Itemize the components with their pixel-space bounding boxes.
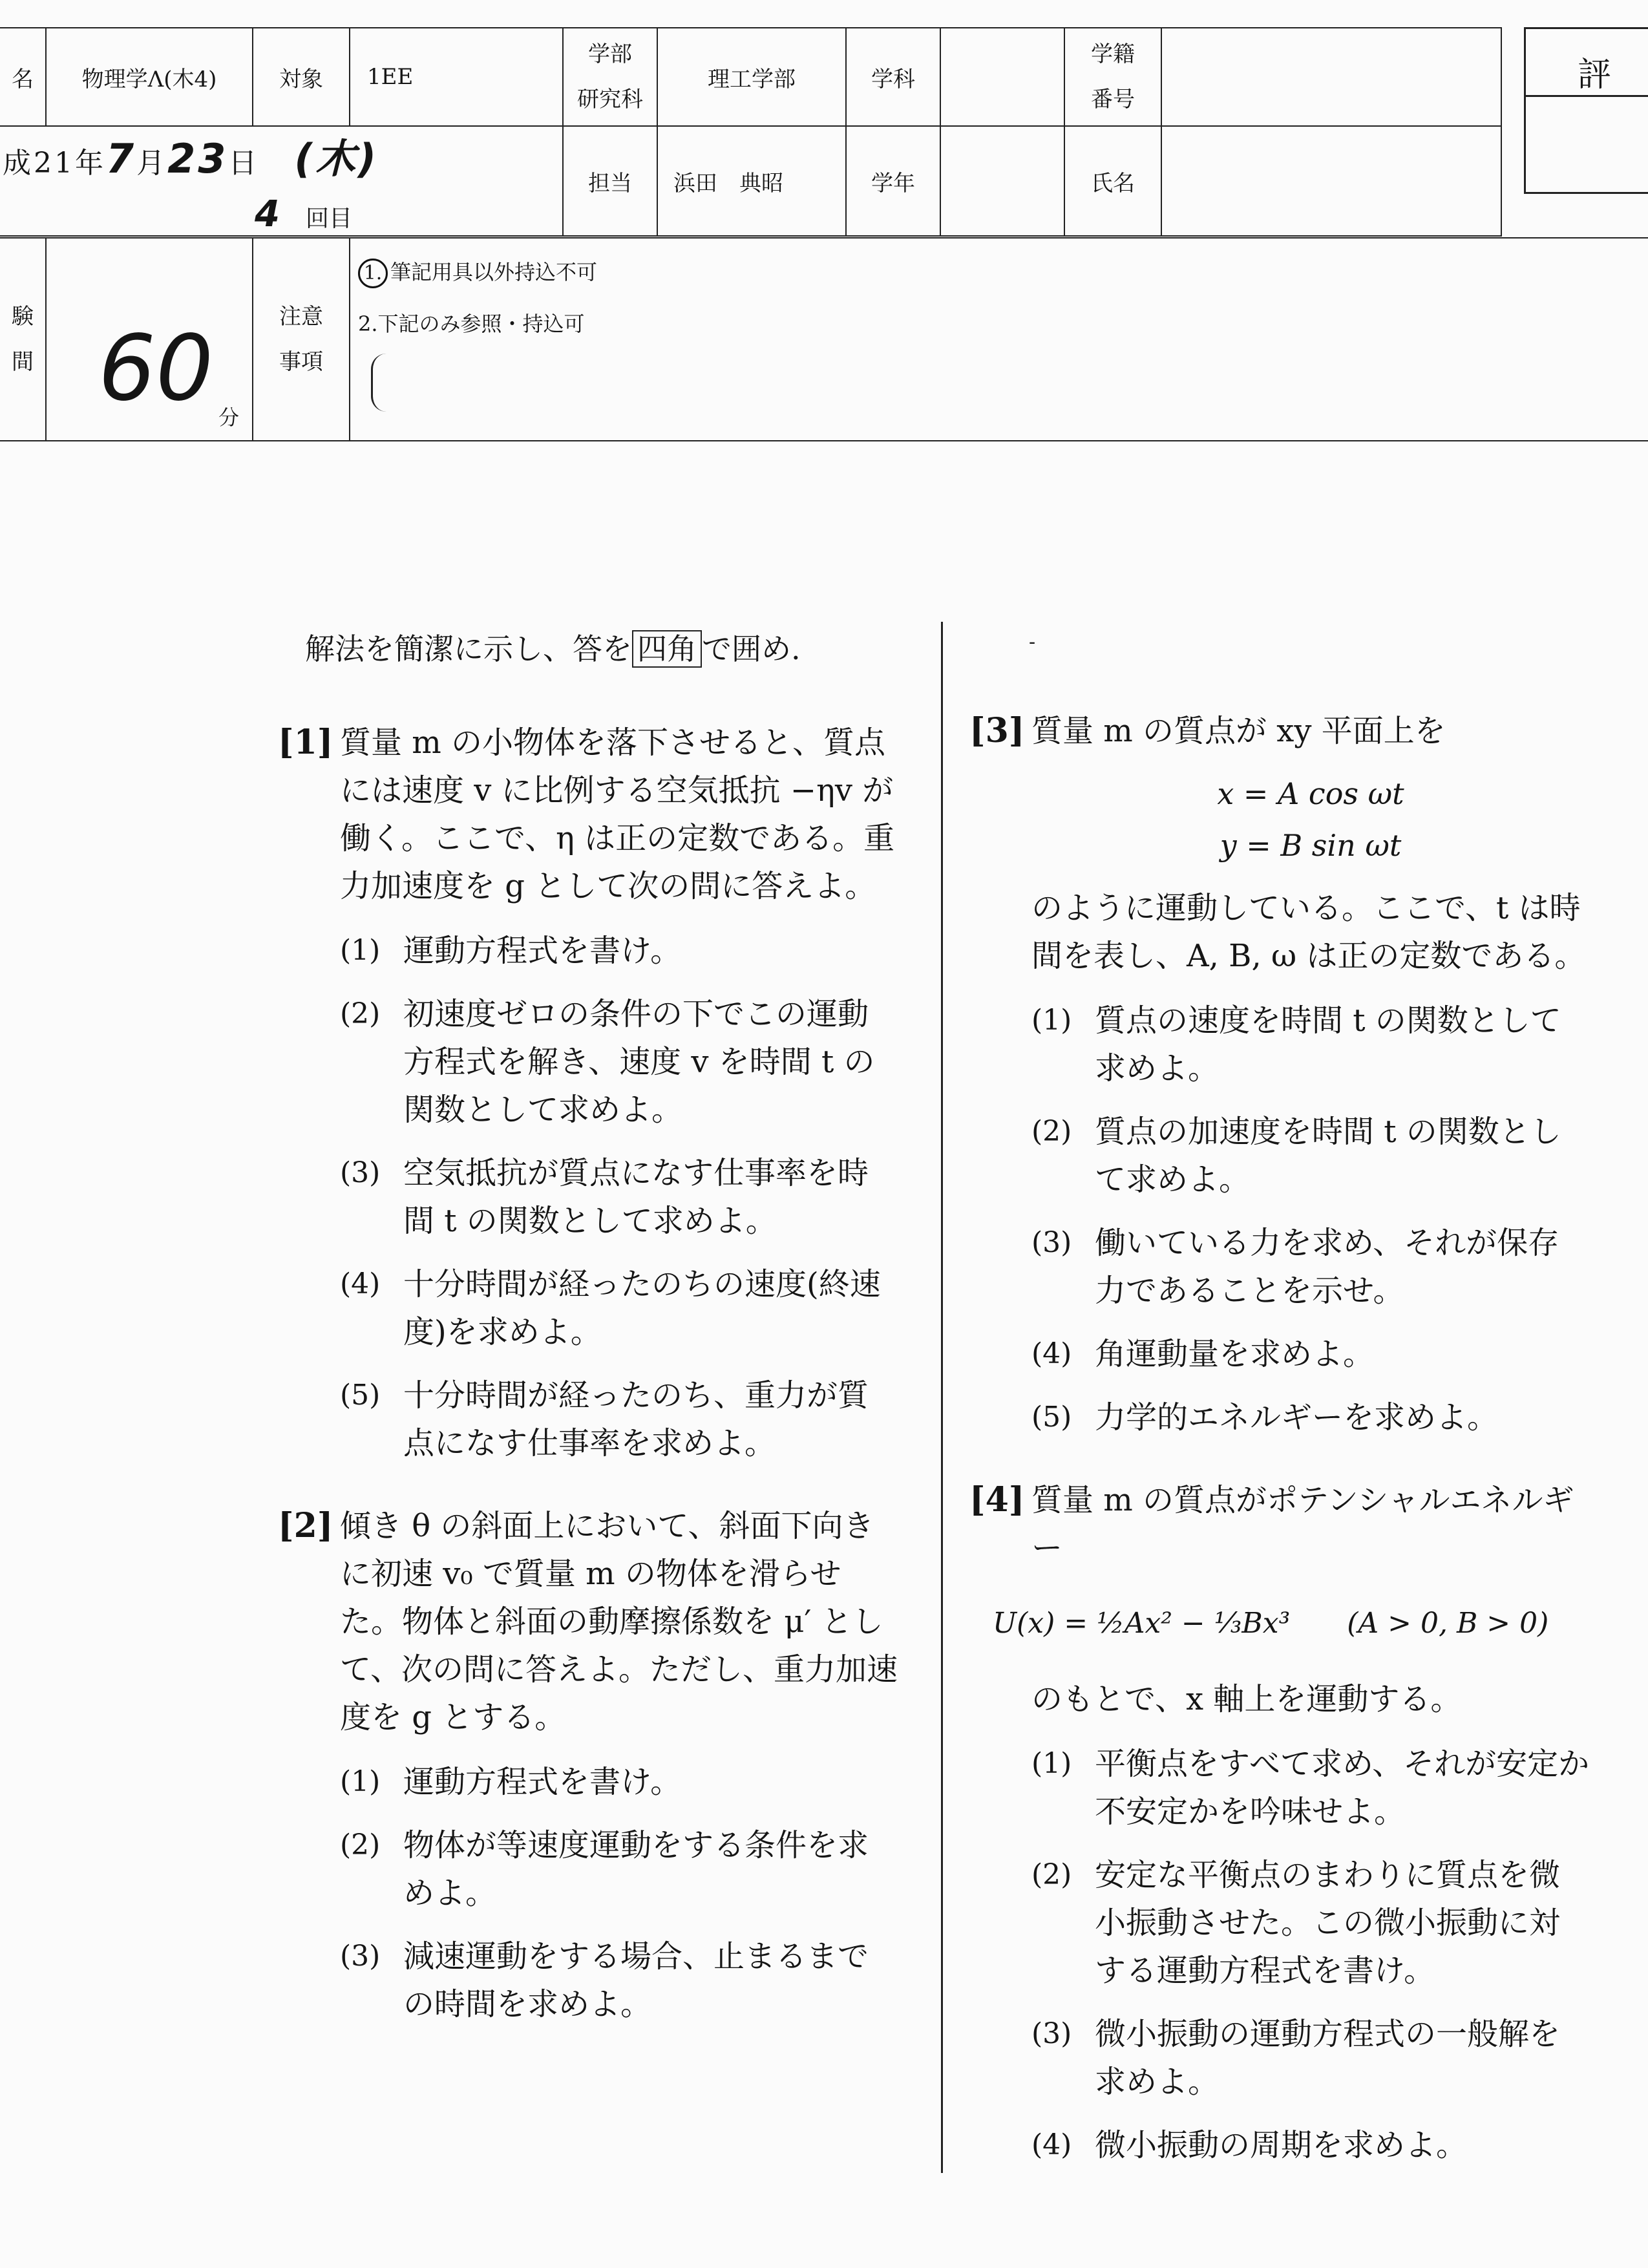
problem-3-sub-3 xyxy=(1031,1219,1590,1315)
problem-1-text: 質量 m の小物体を落下させると、質点には速度 v に比例する空気抵抗 −ηv が働く。ここで、η は正の定数である。重力加速度を g として次の問に答えよ。 xyxy=(340,725,895,904)
instruction-boxed: 四角 xyxy=(632,630,702,668)
left-column xyxy=(278,719,898,2063)
problem-2 xyxy=(278,1502,898,2044)
problem-1-sub-4 xyxy=(340,1260,898,1356)
sub-text: 運動方程式を書け。 xyxy=(403,1764,682,1800)
year-field[interactable] xyxy=(940,126,1064,236)
problem-4-text: のもとで、x 軸上を運動する。 xyxy=(1031,1681,1462,1717)
session-number: 4 xyxy=(255,193,280,235)
course-label: 名 xyxy=(0,28,46,126)
sub-number: (3) xyxy=(1031,2017,1072,2050)
problem-2-sub-3 xyxy=(340,1933,898,2028)
note-1-text: 筆記用具以外持込不可 xyxy=(390,260,598,284)
sub-text: 微小振動の周期を求めよ。 xyxy=(1095,2127,1468,2163)
faculty-label-line1: 学部 xyxy=(588,41,632,67)
notes-label xyxy=(253,238,350,441)
instruction-before: 解法を簡潔に示し、答を xyxy=(305,631,632,666)
sub-number: (2) xyxy=(340,1828,381,1861)
exam-date xyxy=(0,126,563,236)
problem-3-eq-y: y = B sin ωt xyxy=(1220,828,1402,863)
sub-number: (5) xyxy=(1031,1401,1072,1434)
grade-box xyxy=(1524,27,1648,194)
note-2: 2.下記のみ参照・持込可 xyxy=(358,312,585,336)
sub-number: (2) xyxy=(340,997,381,1030)
problem-3-number: [3] xyxy=(969,711,1025,750)
date-month-unit: 月 xyxy=(136,147,168,180)
exam-time-label xyxy=(0,238,46,441)
sub-text: 質点の加速度を時間 t の関数として求めよ。 xyxy=(1095,1114,1561,1198)
problem-3-sub-5 xyxy=(1031,1394,1590,1441)
instruction-after: で囲め. xyxy=(702,631,801,666)
dept-label: 学科 xyxy=(846,28,940,126)
sub-number: (1) xyxy=(1031,1004,1072,1037)
date-day-unit: 日 xyxy=(228,147,260,180)
problem-1-sub-3 xyxy=(340,1149,898,1245)
sub-text: 安定な平衡点のまわりに質点を微小振動させた。この微小振動に対する運動方程式を書け。 xyxy=(1095,1857,1561,1989)
target-label: 対象 xyxy=(253,28,350,126)
sub-number: (3) xyxy=(340,1940,381,1973)
problem-4-sub-3 xyxy=(1031,2010,1590,2106)
faculty-label-line2: 研究科 xyxy=(577,87,643,112)
notes-label-line1: 注意 xyxy=(279,304,323,330)
date-era: 成21年 xyxy=(3,147,106,180)
note-1 xyxy=(358,246,1648,298)
exam-time-unit: 分 xyxy=(218,405,239,430)
problem-4-equation: U(x) = ½Ax² − ⅓Bx³ (A > 0, B > 0) xyxy=(993,1607,1549,1640)
problem-1-sub-1 xyxy=(340,927,898,975)
sub-number: (2) xyxy=(1031,1858,1072,1891)
teacher-label: 担当 xyxy=(563,126,657,236)
date-day: 23 xyxy=(167,135,229,182)
exam-header-table xyxy=(0,27,1502,237)
sub-text: 角運動量を求めよ。 xyxy=(1095,1336,1375,1372)
exam-time-value: 60 xyxy=(98,316,214,421)
sub-number: (1) xyxy=(1031,1747,1072,1780)
student-id-label xyxy=(1064,28,1161,126)
date-month: 7 xyxy=(106,135,137,182)
problem-4-subquestions xyxy=(1031,1740,1590,2169)
stray-mark: - xyxy=(1029,631,1036,653)
column-divider xyxy=(941,622,943,2173)
problem-2-number: [2] xyxy=(278,1506,333,1545)
problem-3-intro: 質量 m の質点が xy 平面上を xyxy=(1031,713,1446,749)
year-label: 学年 xyxy=(846,126,940,236)
sub-text: 物体が等速度運動をする条件を求めよ。 xyxy=(403,1827,869,1911)
sub-number: (4) xyxy=(1031,2128,1072,2161)
sub-number: (3) xyxy=(1031,1226,1072,1259)
course-name: 物理学Λ(木4) xyxy=(46,28,253,126)
problem-3-sub-1 xyxy=(1031,997,1590,1092)
sub-text: 微小振動の運動方程式の一般解を求めよ。 xyxy=(1095,2016,1561,2100)
problem-3 xyxy=(969,707,1590,1457)
faculty-value: 理工学部 xyxy=(657,28,846,126)
problem-2-text: 傾き θ の斜面上において、斜面下向きに初速 v₀ で質量 m の物体を滑らせた。物体と斜面の動摩擦係数を μ′ として、次の問に答えよ。ただし、重力加速度を g とする。 xyxy=(340,1508,898,1735)
problem-4-sub-1 xyxy=(1031,1740,1590,1836)
problem-4-intro: 質量 m の質点がポテンシャルエネルギー xyxy=(1031,1482,1574,1566)
problem-4-sub-2 xyxy=(1031,1851,1590,1995)
sub-text: 空気抵抗が質点になす仕事率を時間 t の関数として求めよ。 xyxy=(403,1155,869,1239)
sub-text: 運動方程式を書け。 xyxy=(403,933,682,969)
problem-4 xyxy=(969,1476,1590,2185)
teacher-value: 浜田 典昭 xyxy=(657,126,846,236)
problem-2-sub-1 xyxy=(340,1758,898,1806)
sub-text: 十分時間が経ったのちの速度(終速度)を求めよ。 xyxy=(403,1266,881,1350)
sub-number: (2) xyxy=(1031,1115,1072,1148)
problem-3-text: のように運動している。ここで、t は時間を表し、A, B, ω は正の定数である。 xyxy=(1031,890,1586,974)
problem-4-sub-4 xyxy=(1031,2121,1590,2169)
sub-text: 力学的エネルギーを求めよ。 xyxy=(1095,1399,1499,1436)
problem-2-sub-2 xyxy=(340,1821,898,1917)
sub-number: (3) xyxy=(340,1156,381,1189)
sub-text: 働いている力を求め、それが保存力であることを示せ。 xyxy=(1095,1225,1559,1309)
sub-text: 減速運動をする場合、止まるまでの時間を求めよ。 xyxy=(403,1938,869,2022)
sub-number: (5) xyxy=(340,1379,381,1412)
sub-text: 十分時間が経ったのち、重力が質点になす仕事率を求めよ。 xyxy=(403,1377,869,1461)
sub-number: (4) xyxy=(340,1267,381,1300)
problem-3-equations xyxy=(1031,768,1590,871)
problem-1-sub-2 xyxy=(340,990,898,1134)
problem-1-subquestions xyxy=(340,927,898,1467)
problem-1-sub-5 xyxy=(340,1372,898,1467)
sub-text: 初速度ゼロの条件の下でこの運動方程式を解き、速度 v を時間 t の関数として求めよ。 xyxy=(403,996,875,1128)
student-id-field[interactable] xyxy=(1161,28,1501,126)
exam-time-label-line1: 験 xyxy=(12,304,34,330)
problem-1-number: [1] xyxy=(278,723,333,762)
sub-text: 平衡点をすべて求め、それが安定か不安定かを吟味せよ。 xyxy=(1095,1746,1590,1830)
problem-2-subquestions xyxy=(340,1758,898,2028)
right-column xyxy=(969,707,1590,2204)
name-field[interactable] xyxy=(1161,126,1501,236)
exam-time xyxy=(46,238,253,441)
instruction xyxy=(305,626,801,668)
notes-label-line2: 事項 xyxy=(279,349,323,375)
problem-4-number: [4] xyxy=(969,1480,1025,1520)
sub-text: 質点の速度を時間 t の関数として求めよ。 xyxy=(1095,1002,1561,1086)
exam-notes-table xyxy=(0,237,1648,441)
faculty-label xyxy=(563,28,657,126)
name-label: 氏名 xyxy=(1064,126,1161,236)
problem-3-eq-x: x = A cos ωt xyxy=(1217,776,1404,811)
sub-number: (1) xyxy=(340,934,381,967)
exam-time-label-line2: 間 xyxy=(12,349,34,375)
problem-1 xyxy=(278,719,898,1483)
student-id-label-line2: 番号 xyxy=(1091,87,1135,112)
target-value: 1EE xyxy=(350,28,563,126)
notes-content xyxy=(350,238,1648,441)
dept-field[interactable] xyxy=(940,28,1064,126)
problem-3-sub-4 xyxy=(1031,1330,1590,1378)
session-unit: 回目 xyxy=(305,206,352,232)
note-1-marker: 1. xyxy=(358,259,388,288)
grade-divider xyxy=(1526,95,1648,97)
date-weekday: (木) xyxy=(294,135,379,182)
sub-number: (1) xyxy=(340,1765,381,1798)
problem-3-subquestions xyxy=(1031,997,1590,1441)
problem-3-sub-2 xyxy=(1031,1108,1590,1203)
allowed-items-bracket xyxy=(371,354,388,412)
student-id-label-line1: 学籍 xyxy=(1091,41,1135,67)
grade-label: 評 xyxy=(1578,56,1612,94)
sub-number: (4) xyxy=(1031,1337,1072,1370)
